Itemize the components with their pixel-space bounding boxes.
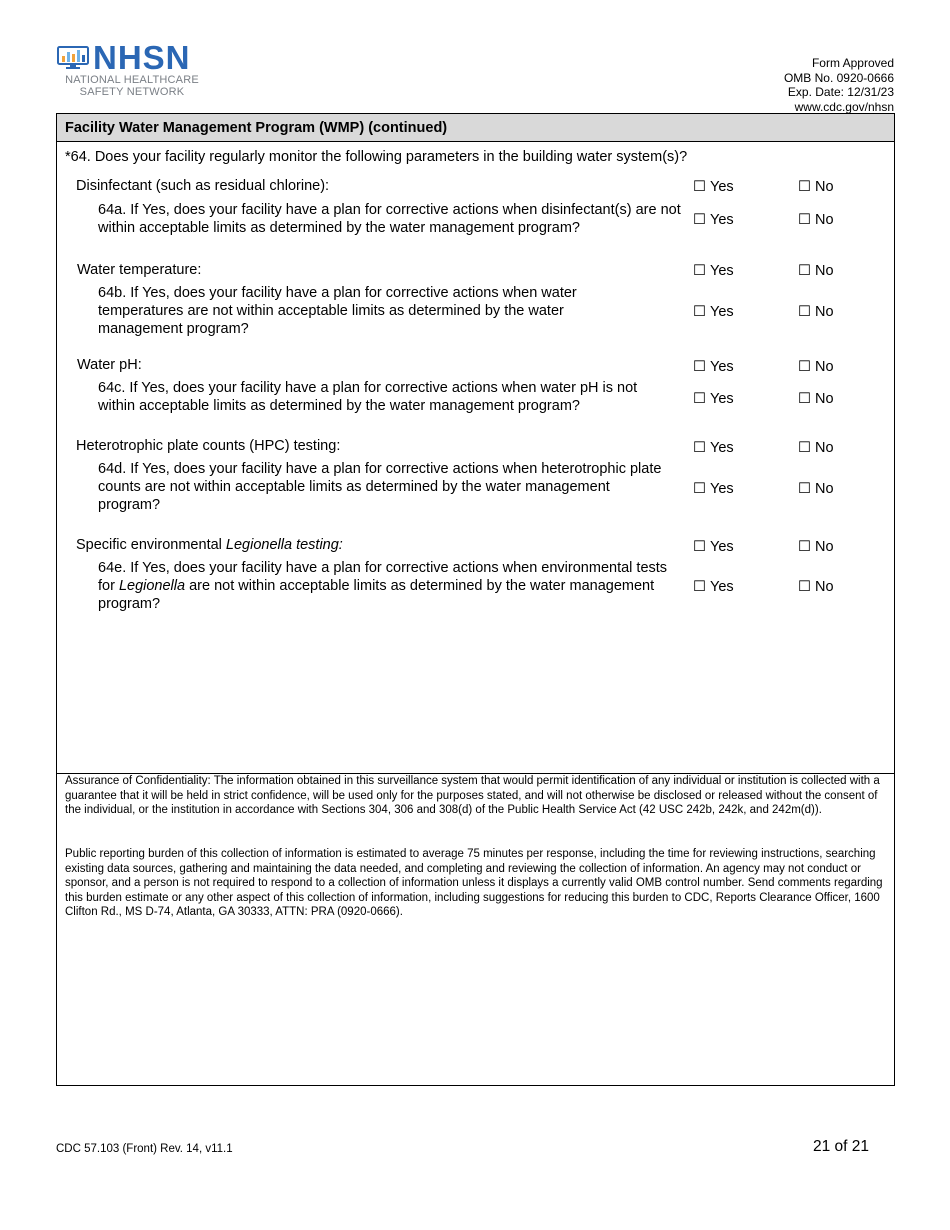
water-temperature-no-checkbox[interactable]: ☐ No — [798, 263, 834, 279]
water-ph-no-checkbox[interactable]: ☐ No — [798, 359, 834, 375]
checkbox-glyph: ☐ — [693, 263, 706, 279]
legionella-testing-no-checkbox[interactable]: ☐ No — [798, 539, 834, 555]
approval-line: www.cdc.gov/nhsn — [794, 99, 894, 114]
hpc-testing-yes-checkbox[interactable]: ☐ Yes — [693, 440, 734, 456]
checkbox-glyph: ☐ — [798, 440, 811, 456]
q64b-yes-checkbox[interactable]: ☐ Yes — [693, 304, 734, 320]
checkbox-glyph: ☐ — [798, 539, 811, 555]
disinfectant-yes-checkbox[interactable]: ☐ Yes — [693, 179, 734, 195]
q64a-no-checkbox[interactable]: ☐ No — [798, 212, 834, 228]
param-hpc-testing-label: Heterotrophic plate counts (HPC) testing: — [76, 438, 341, 454]
logo-subtitle: NATIONAL HEALTHCARE SAFETY NETWORK — [65, 74, 199, 98]
water-ph-yes-checkbox[interactable]: ☐ Yes — [693, 359, 734, 375]
q64e-yes-checkbox[interactable]: ☐ Yes — [693, 579, 734, 595]
page-number: 21 of 21 — [813, 1138, 870, 1155]
approval-line: OMB No. 0920-0666 — [783, 70, 894, 85]
q64c-yes-checkbox[interactable]: ☐ Yes — [693, 391, 734, 407]
checkbox-glyph: ☐ — [798, 179, 811, 195]
checkbox-glyph: ☐ — [693, 391, 706, 407]
checkbox-glyph: ☐ — [693, 304, 706, 320]
checkbox-glyph: ☐ — [693, 359, 706, 375]
param-disinfectant-label: Disinfectant (such as residual chlorine): — [76, 178, 330, 194]
checkbox-glyph: ☐ — [798, 391, 811, 407]
q64d-yes-checkbox[interactable]: ☐ Yes — [693, 481, 734, 497]
checkbox-glyph: ☐ — [798, 481, 811, 497]
param-water-ph-label: Water pH: — [77, 357, 142, 373]
omb-approval-block — [784, 56, 894, 114]
checkbox-glyph: ☐ — [798, 263, 811, 279]
logo-wordmark: NHSN — [93, 39, 191, 76]
checkbox-glyph: ☐ — [693, 579, 706, 595]
param-water-temperature-label: Water temperature: — [77, 262, 202, 278]
param-legionella-testing-label: Specific environmental Legionella testing: — [76, 537, 343, 553]
checkbox-glyph: ☐ — [798, 212, 811, 228]
checkbox-glyph: ☐ — [693, 179, 706, 195]
section-title: Facility Water Management Program (WMP) (continued) — [57, 114, 894, 142]
burden-statement: Public reporting burden of this collection of information is estimated to average 75 minutes per response, including the time for reviewing instructions, searching existing data sources, gathering and maintaining the data needed, and completing and reviewing the collection of information. An agency may not conduct or sponsor, and a person is not required to respond to a collection of information unless it displays a currently valid OMB control number. Send comments regarding this burden estimate or any other aspect of this collection of information, including suggestions for reducing this burden to CDC, Reports Clearance Officer, 1600 Clifton Rd., MS D-74, Atlanta, GA 30333, ATTN: PRA (0920-0666). — [65, 848, 883, 918]
legionella-testing-yes-checkbox[interactable]: ☐ Yes — [693, 539, 734, 555]
checkbox-glyph: ☐ — [798, 579, 811, 595]
checkbox-glyph: ☐ — [798, 304, 811, 320]
form-frame — [56, 113, 895, 1086]
checkbox-glyph: ☐ — [693, 212, 706, 228]
water-temperature-yes-checkbox[interactable]: ☐ Yes — [693, 263, 734, 279]
monitor-chart-icon — [57, 46, 89, 70]
checkbox-glyph: ☐ — [693, 481, 706, 497]
q64a-yes-checkbox[interactable]: ☐ Yes — [693, 212, 734, 228]
approval-line: Form Approved — [811, 56, 894, 70]
form-id: CDC 57.103 (Front) Rev. 14, v11.1 — [56, 1143, 233, 1155]
question-64: *64. Does your facility regularly monitor the following parameters in the building water system(s)? — [65, 149, 688, 165]
nhsn-logo — [57, 39, 207, 99]
q64e-no-checkbox[interactable]: ☐ No — [798, 579, 834, 595]
q64d-no-checkbox[interactable]: ☐ No — [798, 481, 834, 497]
question-64e: 64e. If Yes, does your facility have a plan for corrective actions when environmental tests for Legionella are not within acceptable limits as determined by the water management program? — [98, 560, 668, 612]
checkbox-glyph: ☐ — [693, 539, 706, 555]
confidentiality-notice: Assurance of Confidentiality: The information obtained in this surveillance system that would permit identification of any individual or institution is collected with a guarantee that it will be held in strict confidence, will be used only for the purposes stated, and will not otherwise be disclosed or released without the consent of the individual, or the institution in accordance with Sections 304, 306 and 308(d) of the Public Health Service Act (42 USC 242b, 242k, and 242m(d)). — [65, 775, 880, 816]
question-64a: 64a. If Yes, does your facility have a plan for corrective actions when disinfectant(s) are not within acceptable limits as determined by the water management program? — [98, 202, 681, 236]
checkbox-glyph: ☐ — [798, 359, 811, 375]
approval-line: Exp. Date: 12/31/23 — [787, 85, 894, 99]
q64c-no-checkbox[interactable]: ☐ No — [798, 391, 834, 407]
question-64d: 64d. If Yes, does your facility have a plan for corrective actions when heterotrophic plate counts are not within acceptable limits as determined by the water management program? — [98, 461, 662, 513]
question-64b: 64b. If Yes, does your facility have a plan for corrective actions when water temperatures are not within acceptable limits as determined by the water management program? — [98, 285, 577, 337]
disinfectant-no-checkbox[interactable]: ☐ No — [798, 179, 834, 195]
q64b-no-checkbox[interactable]: ☐ No — [798, 304, 834, 320]
hpc-testing-no-checkbox[interactable]: ☐ No — [798, 440, 834, 456]
checkbox-glyph: ☐ — [693, 440, 706, 456]
question-64c: 64c. If Yes, does your facility have a plan for corrective actions when water pH is not within acceptable limits as determined by the water management program? — [98, 380, 638, 414]
